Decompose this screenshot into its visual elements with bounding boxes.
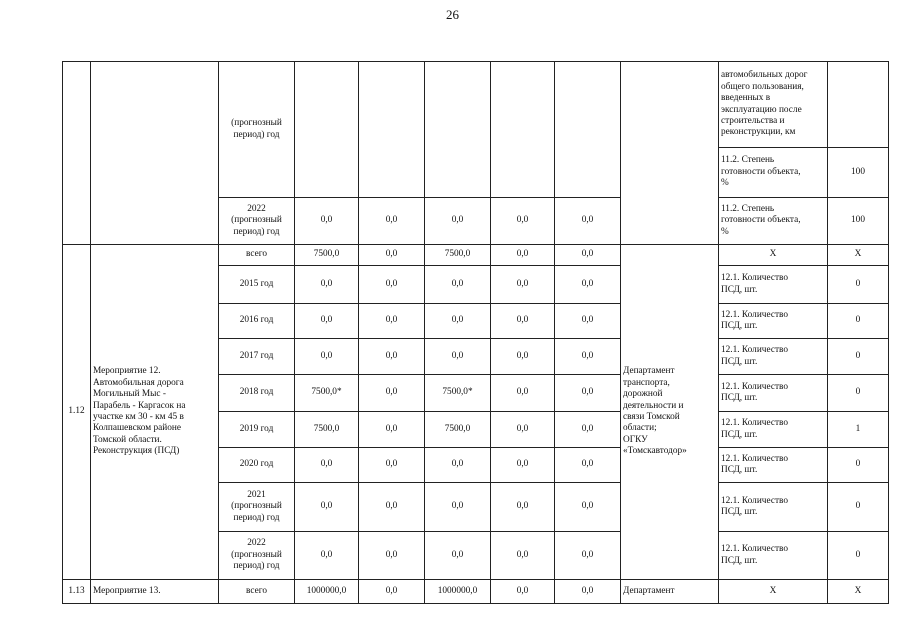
value-cell: 0,0 (491, 339, 555, 375)
indicator-value-cell: 0 (828, 339, 889, 375)
value-cell: 0,0 (491, 448, 555, 483)
measure-name-cell: Мероприятие 12. Автомобильная дорога Могильный Мыс - Парабель - Каргасок на участке км 30 - км 45 в Колпашевском районе Томской области. Реконструкция (ПСД) (91, 245, 219, 580)
period-cell: 2019 год (219, 412, 295, 448)
indicator-cell: 11.2. Степень готовности объекта, % (719, 148, 828, 198)
value-cell: 0,0 (555, 304, 621, 339)
indicator-cell: Х (719, 245, 828, 266)
value-cell: 7500,0 (425, 245, 491, 266)
num-cell (63, 62, 91, 245)
value-cell: 0,0 (295, 339, 359, 375)
indicator-value-cell: 0 (828, 375, 889, 412)
value-cell: 0,0 (295, 304, 359, 339)
table-row (63, 62, 889, 148)
indicator-value-cell: 0 (828, 483, 889, 532)
program-measures-table (62, 61, 889, 604)
value-cell (491, 62, 555, 198)
value-cell: 0,0 (555, 483, 621, 532)
indicator-value-cell: 100 (828, 148, 889, 198)
value-cell: 0,0 (491, 483, 555, 532)
table-row (63, 580, 889, 604)
value-cell: 0,0 (359, 198, 425, 245)
value-cell: 0,0 (359, 532, 425, 580)
value-cell: 0,0 (425, 304, 491, 339)
value-cell: 0,0 (555, 339, 621, 375)
value-cell: 0,0 (295, 198, 359, 245)
executor-cell (621, 62, 719, 245)
indicator-cell: 12.1. Количество ПСД, шт. (719, 483, 828, 532)
value-cell: 0,0 (555, 266, 621, 304)
indicator-cell: 12.1. Количество ПСД, шт. (719, 304, 828, 339)
value-cell: 0,0 (359, 339, 425, 375)
indicator-cell: Х (719, 580, 828, 604)
value-cell: 0,0 (359, 412, 425, 448)
value-cell: 0,0 (295, 266, 359, 304)
indicator-value-cell: 0 (828, 266, 889, 304)
value-cell: 0,0 (491, 198, 555, 245)
period-cell: 2021 (прогнозный период) год (219, 483, 295, 532)
period-cell: (прогнозный период) год (219, 62, 295, 198)
period-cell: 2015 год (219, 266, 295, 304)
period-cell: 2017 год (219, 339, 295, 375)
indicator-cell: 12.1. Количество ПСД, шт. (719, 448, 828, 483)
value-cell: 0,0 (425, 339, 491, 375)
value-cell: 0,0 (555, 580, 621, 604)
measure-number-cell: 1.12 (63, 245, 91, 580)
value-cell (425, 62, 491, 198)
value-cell: 0,0 (491, 412, 555, 448)
indicator-value-cell: 0 (828, 532, 889, 580)
indicator-value-cell: 0 (828, 304, 889, 339)
value-cell: 7500,0* (295, 375, 359, 412)
value-cell: 0,0 (555, 375, 621, 412)
value-cell (295, 62, 359, 198)
indicator-value-cell: Х (828, 245, 889, 266)
indicator-value-cell: 100 (828, 198, 889, 245)
value-cell: 0,0 (359, 375, 425, 412)
executor-cell: Департамент транспорта, дорожной деятельности и связи Томской области; ОГКУ «Томскавтодор» (621, 245, 719, 580)
value-cell: 7500,0 (425, 412, 491, 448)
indicator-cell: 11.2. Степень готовности объекта, % (719, 198, 828, 245)
indicator-cell: автомобильных дорог общего пользования, введенных в эксплуатацию после строительства и реконструкции, км (719, 62, 828, 148)
value-cell: 0,0 (491, 245, 555, 266)
value-cell: 0,0 (359, 448, 425, 483)
indicator-value-cell: Х (828, 580, 889, 604)
period-cell: 2020 год (219, 448, 295, 483)
value-cell: 7500,0 (295, 245, 359, 266)
measure-name-cell (91, 62, 219, 245)
value-cell: 0,0 (425, 448, 491, 483)
value-cell: 0,0 (425, 266, 491, 304)
value-cell: 0,0 (491, 532, 555, 580)
measure-name-cell: Мероприятие 13. (91, 580, 219, 604)
value-cell: 0,0 (491, 304, 555, 339)
value-cell: 0,0 (555, 198, 621, 245)
value-cell: 0,0 (555, 532, 621, 580)
value-cell: 0,0 (425, 198, 491, 245)
period-cell: всего (219, 580, 295, 604)
value-cell: 0,0 (295, 448, 359, 483)
value-cell: 0,0 (359, 580, 425, 604)
value-cell: 0,0 (295, 532, 359, 580)
indicator-cell: 12.1. Количество ПСД, шт. (719, 266, 828, 304)
indicator-value-cell (828, 62, 889, 148)
value-cell: 0,0 (555, 245, 621, 266)
value-cell: 0,0 (491, 266, 555, 304)
value-cell: 7500,0* (425, 375, 491, 412)
value-cell: 0,0 (359, 266, 425, 304)
indicator-value-cell: 0 (828, 448, 889, 483)
indicator-cell: 12.1. Количество ПСД, шт. (719, 532, 828, 580)
value-cell: 0,0 (359, 245, 425, 266)
period-cell: 2022 (прогнозный период) год (219, 198, 295, 245)
value-cell: 0,0 (555, 412, 621, 448)
value-cell: 7500,0 (295, 412, 359, 448)
executor-cell: Департамент (621, 580, 719, 604)
value-cell: 1000000,0 (295, 580, 359, 604)
measure-number-cell: 1.13 (63, 580, 91, 604)
indicator-cell: 12.1. Количество ПСД, шт. (719, 339, 828, 375)
period-cell: всего (219, 245, 295, 266)
period-cell: 2018 год (219, 375, 295, 412)
value-cell: 0,0 (425, 483, 491, 532)
period-cell: 2016 год (219, 304, 295, 339)
value-cell: 0,0 (491, 375, 555, 412)
value-cell: 0,0 (555, 448, 621, 483)
value-cell: 0,0 (425, 532, 491, 580)
period-cell: 2022 (прогнозный период) год (219, 532, 295, 580)
indicator-cell: 12.1. Количество ПСД, шт. (719, 412, 828, 448)
indicator-cell: 12.1. Количество ПСД, шт. (719, 375, 828, 412)
value-cell: 1000000,0 (425, 580, 491, 604)
value-cell: 0,0 (491, 580, 555, 604)
value-cell (359, 62, 425, 198)
value-cell: 0,0 (359, 304, 425, 339)
page-number: 26 (446, 7, 459, 22)
value-cell: 0,0 (359, 483, 425, 532)
indicator-value-cell: 1 (828, 412, 889, 448)
value-cell: 0,0 (295, 483, 359, 532)
table-row (63, 245, 889, 266)
value-cell (555, 62, 621, 198)
